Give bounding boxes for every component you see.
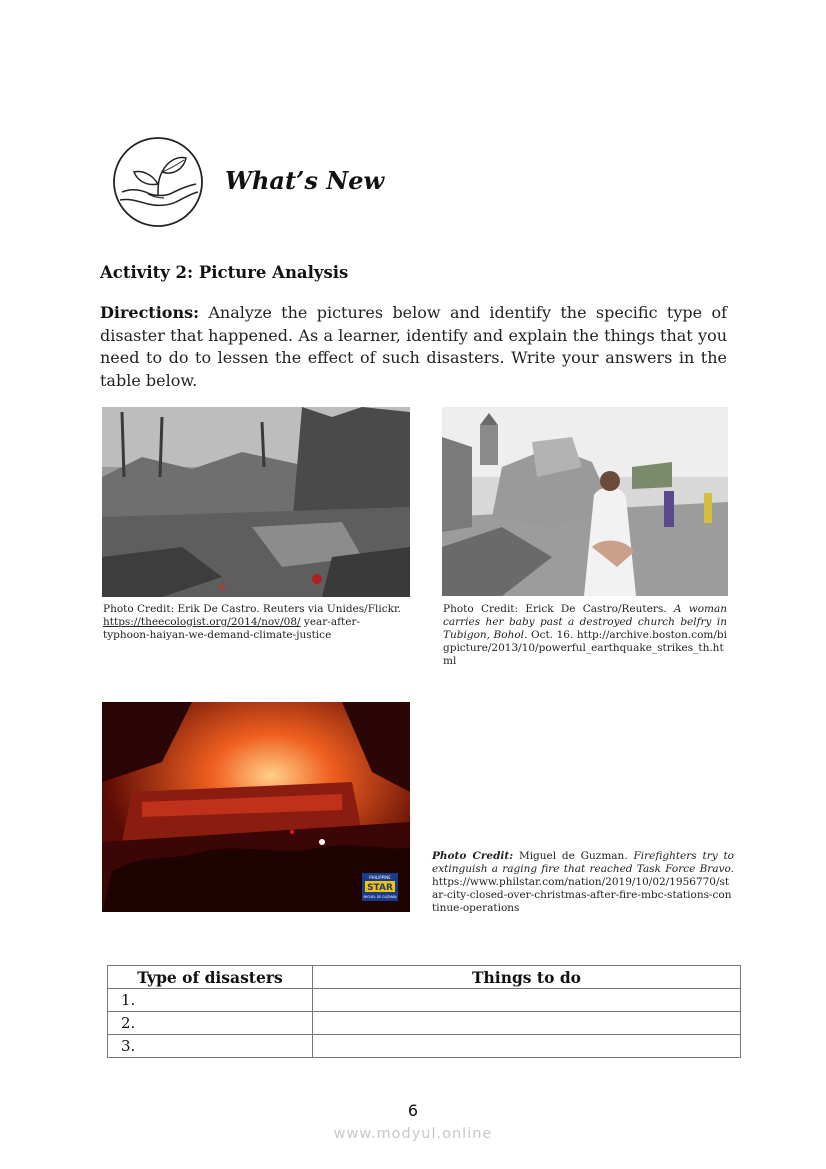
badge-sub-text: MIGUEL DE GUZMAN (363, 895, 397, 899)
table-row (108, 989, 741, 1012)
answer-table (107, 965, 741, 1058)
row-number: 1. (108, 989, 313, 1012)
caption-rest: year-after-typhoon-haiyan-we-demand-climate-justice (103, 616, 361, 641)
badge-main-text: STAR (367, 883, 393, 893)
badge-top-text: PHILIPPINE (369, 875, 391, 880)
table-row (108, 1035, 741, 1058)
caption-credit: Photo Credit: Erik De Castro. Reuters via Unides/Flickr. (103, 603, 402, 615)
directions-paragraph (100, 302, 727, 393)
row-number: 3. (108, 1035, 313, 1058)
answer-cell[interactable] (313, 1035, 741, 1058)
caption-link[interactable]: https://theecologist.org/2014/nov/08/ (103, 616, 301, 628)
earthquake-photo (442, 407, 728, 596)
photo-caption (103, 603, 403, 642)
page-number: 6 (407, 1101, 419, 1120)
photo-caption (432, 850, 734, 915)
hand-holding-sprout-icon (112, 136, 204, 228)
caption-author: Miguel de Guzman. (513, 850, 634, 862)
caption-description: A woman carries her baby past a destroyed church belfry in Tubigon, Bohol. (443, 603, 727, 641)
row-number: 2. (108, 1012, 313, 1035)
typhoon-photo (102, 407, 410, 597)
photo-caption (443, 603, 727, 668)
caption-rest: https://www.philstar.com/nation/2019/10/02/1956770/star-city-closed-over-christmas-after-fire-mbc-stations-continue-operations (432, 876, 732, 914)
directions-label: Directions: (100, 303, 199, 322)
section-title: What’s New (225, 166, 385, 195)
answer-cell[interactable] (313, 1012, 741, 1035)
caption-rest: Oct. 16. http://archive.boston.com/bigpicture/2013/10/powerful_earthquake_strikes_th.html (443, 629, 727, 667)
answer-cell[interactable] (313, 989, 741, 1012)
header-things-to-do: Things to do (313, 966, 741, 989)
directions-text: Analyze the pictures below and identify the specific type of disaster that happened. As a learner, identify and explain the things that you need to do to lessen the effect of such disasters. Write your answers in the table below. (100, 303, 727, 391)
table-header-row (108, 966, 741, 989)
activity-title: Activity 2: Picture Analysis (100, 263, 349, 282)
caption-description: Firefighters try to extinguish a raging fire that reached Task Force Bravo. (432, 850, 734, 875)
caption-credit: Photo Credit: Erick De Castro/Reuters. (443, 603, 674, 615)
table-row (108, 1012, 741, 1035)
caption-label: Photo Credit: (432, 850, 514, 862)
fire-photo (102, 702, 410, 912)
watermark: www.modyul.online (333, 1126, 493, 1142)
header-type-of-disasters: Type of disasters (108, 966, 313, 989)
